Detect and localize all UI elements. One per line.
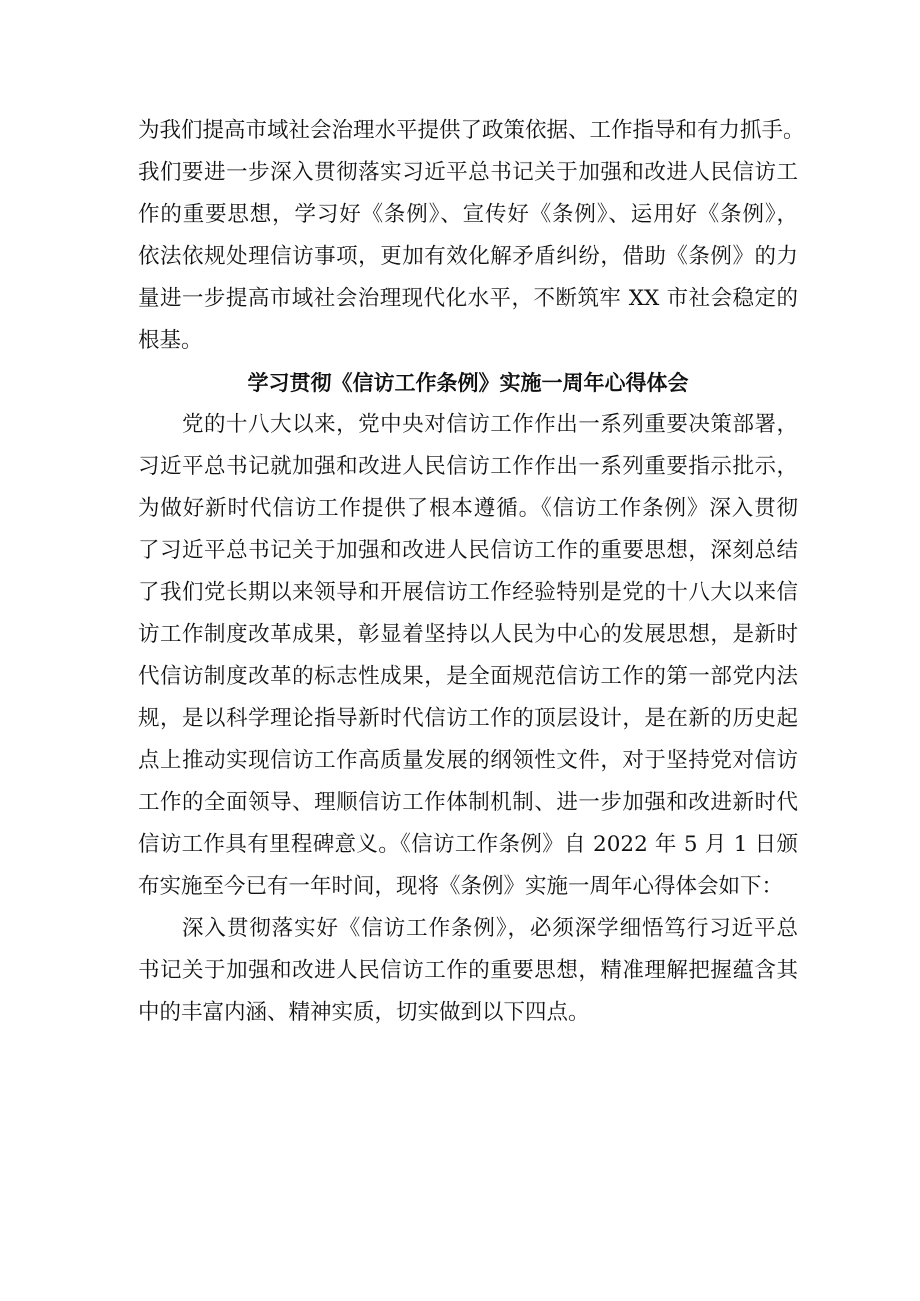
paragraph-line: 深入贯彻落实好《信访工作条例》，必须深学细悟笃行习近平总: [182, 916, 798, 941]
paragraph-line: 布实施至今已有一年时间，现将《条例》实施一周年心得体会如下：: [138, 874, 784, 899]
intro-line: 依法依规处理信访事项，更加有效化解矛盾纠纷，借助《条例》的力: [138, 244, 798, 269]
paragraph-line: 习近平总书记就加强和改进人民信访工作作出一系列重要指示批示，: [138, 454, 798, 479]
paragraph-line: 了习近平总书记关于加强和改进人民信访工作的重要思想，深刻总结: [138, 538, 798, 563]
paragraph-line: 点上推动实现信访工作高质量发展的纲领性文件，对于坚持党对信访: [138, 748, 798, 773]
paragraph-line: 访工作制度改革成果，彰显着坚持以人民为中心的发展思想，是新时: [138, 622, 798, 647]
document-title: 学习贯彻《信访工作条例》实施一周年心得体会: [247, 371, 689, 395]
paragraph-line: 书记关于加强和改进人民信访工作的重要思想，精准理解把握蕴含其: [138, 958, 798, 983]
intro-line: 根基。: [138, 328, 203, 353]
paragraph-line: 工作的全面领导、理顺信访工作体制机制、进一步加强和改进新时代: [138, 790, 798, 815]
intro-line: 为我们提高市域社会治理水平提供了政策依据、工作指导和有力抓手。: [138, 118, 805, 143]
intro-line: 量进一步提高市域社会治理现代化水平，不断筑牢 XX 市社会稳定的: [138, 286, 798, 311]
intro-paragraph: [138, 110, 805, 362]
paragraph-line: 代信访制度改革的标志性成果，是全面规范信访工作的第一部党内法: [138, 664, 798, 689]
paragraph-1: [138, 404, 798, 908]
document-body: [138, 110, 805, 1034]
paragraph-line: 了我们党长期以来领导和开展信访工作经验特别是党的十八大以来信: [138, 580, 798, 605]
intro-line: 作的重要思想，学习好《条例》、宣传好《条例》、运用好《条例》，: [138, 202, 798, 227]
paragraph-line: 党的十八大以来，党中央对信访工作作出一系列重要决策部署，: [182, 412, 798, 437]
paragraph-2: [138, 908, 798, 1034]
paragraph-line: 为做好新时代信访工作提供了根本遵循。《信访工作条例》深入贯彻: [138, 496, 798, 521]
paragraph-line: 中的丰富内涵、精神实质，切实做到以下四点。: [138, 1000, 590, 1025]
paragraph-line: 规，是以科学理论指导新时代信访工作的顶层设计，是在新的历史起: [138, 706, 798, 731]
paragraph-line: 信访工作具有里程碑意义。《信访工作条例》自 2022 年 5 月 1 日颁: [138, 832, 798, 857]
intro-line: 我们要进一步深入贯彻落实习近平总书记关于加强和改进人民信访工: [138, 160, 798, 185]
